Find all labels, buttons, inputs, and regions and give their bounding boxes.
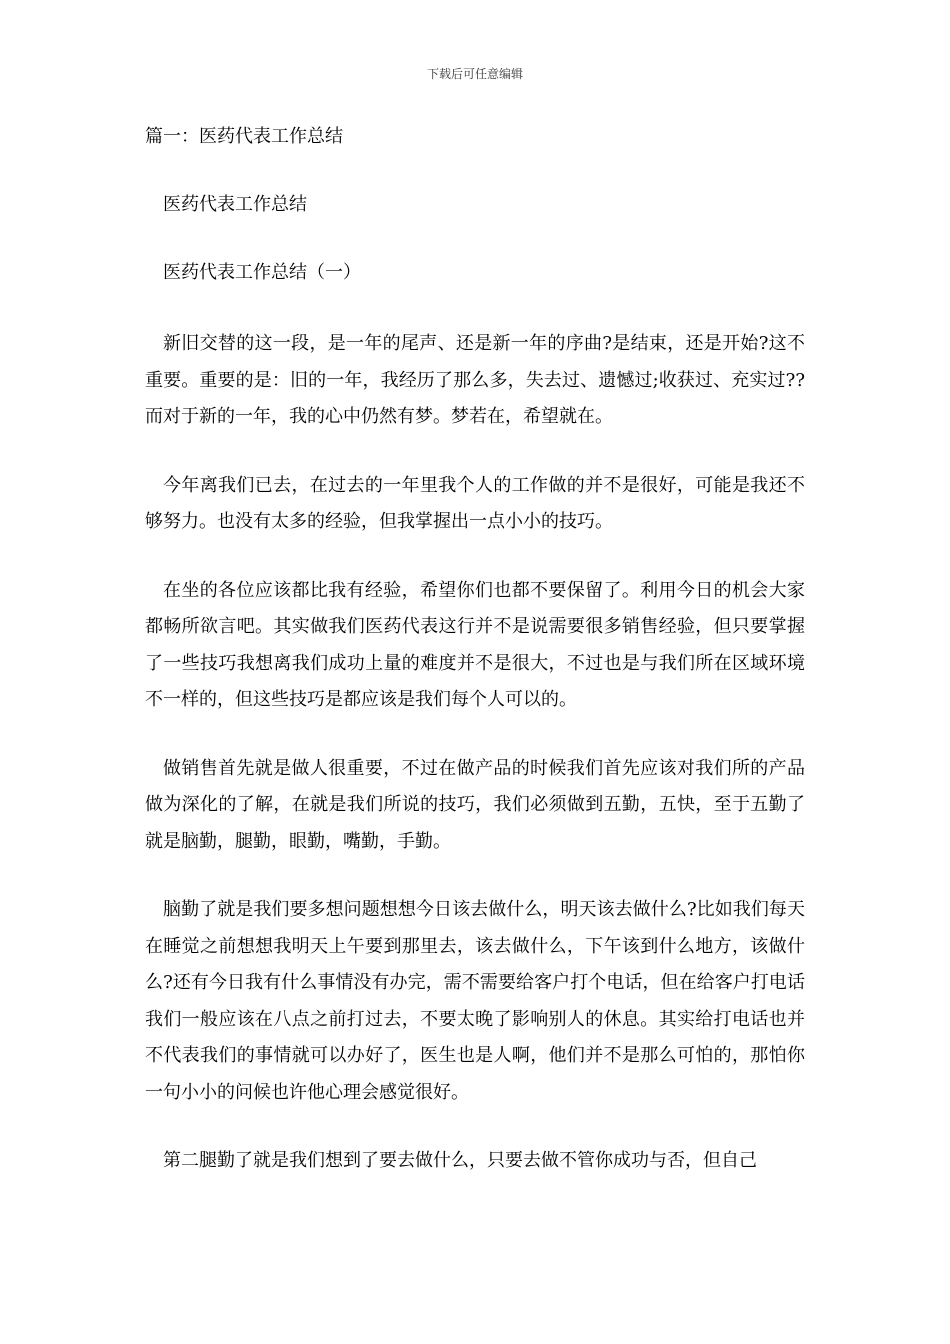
- paragraph: 在坐的各位应该都比我有经验，希望你们也都不要保留了。利用今日的机会大家都畅所欲言吧。其实做我们医药代表这行并不是说需要很多销售经验，但只要掌握了一些技巧我想离我们成功上量的难度并不是很大，不过也是与我们所在区域环境不一样的，但这些技巧是都应该是我们每个人可以的。: [145, 579, 805, 710]
- document-section-heading: 医药代表工作总结（一）: [163, 262, 361, 283]
- paragraph: 做销售首先就是做人很重要，不过在做产品的时候我们首先应该对我们所的产品做为深化的了解，在就是我们所说的技巧，我们必须做到五勤，五快，至于五勤了就是脑勤，腿勤，眼勤，嘴勤，手勤。: [145, 757, 805, 852]
- paragraph: 今年离我们已去，在过去的一年里我个人的工作做的并不是很好，可能是我还不够努力。也没有太多的经验，但我掌握出一点小小的技巧。: [145, 474, 805, 532]
- document-subtitle: 医药代表工作总结: [163, 194, 307, 215]
- paragraph: 新旧交替的这一段，是一年的尾声、还是新一年的序曲?是结束，还是开始?这不重要。重要的是：旧的一年，我经历了那么多，失去过、遗憾过;收获过、充实过??而对于新的一年，我的心中仍然有梦。梦若在，希望就在。: [145, 333, 805, 427]
- paragraph: 第二腿勤了就是我们想到了要去做什么，只要去做不管你成功与否，但自己: [163, 1150, 757, 1171]
- paragraph: 脑勤了就是我们要多想问题想想今日该去做什么，明天该去做什么?比如我们每天在睡觉之前想想我明天上午要到那里去，该去做什么，下午该到什么地方，该做什么?还有今日我有什么事情没有办完，需不需要给客户打个电话，但在给客户打电话我们一般应该在八点之前打过去，不要太晚了影响别人的休息。其实给打电话也并不代表我们的事情就可以办好了，医生也是人啊，他们并不是那么可怕的，那怕你一句小小的问候也许他心理会感觉很好。: [145, 899, 805, 1103]
- document-title: 篇一：医药代表工作总结: [145, 126, 343, 147]
- document-body: [145, 118, 805, 1180]
- header-note: 下载后可任意编辑: [426, 67, 523, 81]
